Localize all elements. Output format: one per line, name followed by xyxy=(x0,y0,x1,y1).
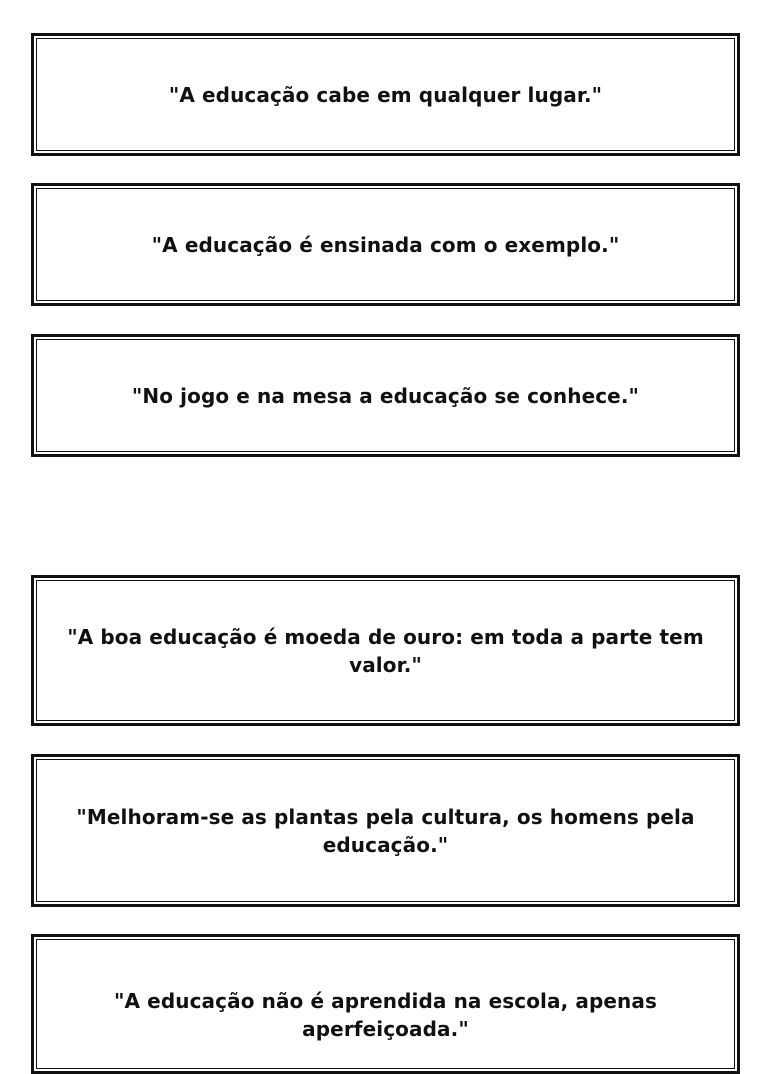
quote-text-5: "Melhoram-se as plantas pela cultura, os homens pela educação." xyxy=(76,804,695,857)
quote-text-3: "No jogo e na mesa a educação se conhece." xyxy=(131,383,640,408)
quote-text-1: "A educação cabe em qualquer lugar." xyxy=(168,82,603,107)
quote-text-2: "A educação é ensinada com o exemplo." xyxy=(151,232,620,257)
quote-card-6 xyxy=(31,934,740,1074)
quote-card-4 xyxy=(31,575,740,726)
quote-text-4: "A boa educação é moeda de ouro: em toda a parte tem valor." xyxy=(67,624,704,677)
quote-card-3 xyxy=(31,334,740,457)
quote-card-5 xyxy=(31,754,740,907)
quote-card-1 xyxy=(31,33,740,156)
quote-text-6: "A educação não é aprendida na escola, apenas aperfeiçoada." xyxy=(114,989,657,1041)
quote-card-2 xyxy=(31,183,740,306)
